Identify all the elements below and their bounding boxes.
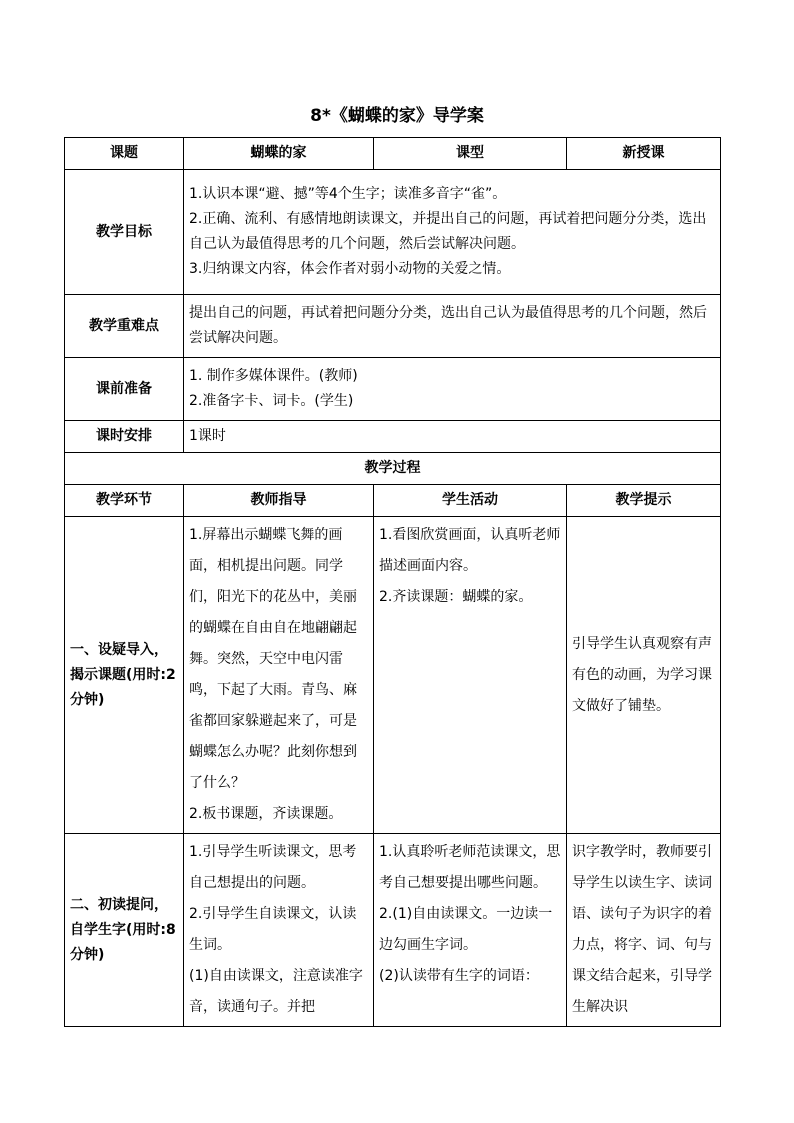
process-header-tip: 教学提示 xyxy=(567,485,721,517)
goal-item: 2.正确、流利、有感情地朗读课文，并提出自己的问题，再试着把问题分分类，选出自己认为最值得思考的几个问题，然后尝试解决问题。 xyxy=(189,211,707,252)
student-item: 1.看图欣赏画面，认真听老师描述画面内容。 xyxy=(379,527,561,574)
schedule-content: 1课时 xyxy=(184,421,721,453)
header-type-label: 课型 xyxy=(374,138,567,170)
lesson-plan-table xyxy=(64,137,721,1027)
page-title: 8*《蝴蝶的家》导学案 xyxy=(310,106,484,126)
teacher-item: (1)自由读课文，注意读准字音，读通句子。并把 xyxy=(189,968,363,1015)
header-row xyxy=(65,138,721,170)
teacher-item: 2.板书课题，齐读课题。 xyxy=(189,806,343,822)
key-points-content: 提出自己的问题，再试着把问题分分类，选出自己认为最值得思考的几个问题，然后尝试解决问题。 xyxy=(184,295,721,358)
goals-row xyxy=(65,170,721,295)
schedule-label: 课时安排 xyxy=(65,421,184,453)
preparation-content xyxy=(184,358,721,421)
header-type-value: 新授课 xyxy=(567,138,721,170)
header-topic-value: 蝴蝶的家 xyxy=(184,138,374,170)
key-points-label: 教学重难点 xyxy=(65,295,184,358)
schedule-row xyxy=(65,421,721,453)
teacher-item: 1.屏幕出示蝴蝶飞舞的画面，相机提出问题。同学们，阳光下的花丛中，美丽的蝴蝶在自由自在地翩翩起舞。突然，天空中电闪雷鸣，下起了大雨。青鸟、麻雀都回家躲避起来了，可是蝴蝶怎么办呢？此刻你想到了什么？ xyxy=(189,527,357,791)
student-item: 2.齐读课题：蝴蝶的家。 xyxy=(379,589,533,605)
process-step-row xyxy=(65,834,721,1027)
process-title: 教学过程 xyxy=(65,453,721,485)
preparation-item: 2.准备字卡、词卡。(学生) xyxy=(189,393,354,409)
step-teacher xyxy=(184,834,374,1027)
step-teacher xyxy=(184,517,374,834)
process-header-stage: 教学环节 xyxy=(65,485,184,517)
goals-label: 教学目标 xyxy=(65,170,184,295)
goal-item: 3.归纳课文内容，体会作者对弱小动物的关爱之情。 xyxy=(189,261,511,277)
step-name: 一、设疑导入，揭示课题(用时:2分钟) xyxy=(65,517,184,834)
process-step-row xyxy=(65,517,721,834)
student-item: 2.(1)自由读课文。一边读一边勾画生字词。 xyxy=(379,906,553,953)
process-title-row xyxy=(65,453,721,485)
process-header-teacher: 教师指导 xyxy=(184,485,374,517)
preparation-item: 1. 制作多媒体课件。(教师) xyxy=(189,368,358,384)
process-header-student: 学生活动 xyxy=(374,485,567,517)
step-student xyxy=(374,834,567,1027)
key-points-row xyxy=(65,295,721,358)
teacher-item: 2.引导学生自读课文，认读生词。 xyxy=(189,906,357,953)
step-name: 二、初读提问，自学生字(用时:8分钟) xyxy=(65,834,184,1027)
preparation-row xyxy=(65,358,721,421)
student-item: 1.认真聆听老师范读课文，思考自己想要提出哪些问题。 xyxy=(379,844,561,891)
teacher-item: 1.引导学生听读课文，思考自己想提出的问题。 xyxy=(189,844,357,891)
goals-content xyxy=(184,170,721,295)
step-tip: 识字教学时，教师要引导学生以读生字、读词语、读句子为识字的着力点，将字、词、句与课文结合起来，引导学生解决识 xyxy=(567,834,721,1027)
process-header-row xyxy=(65,485,721,517)
goal-item: 1.认识本课“避、撼”等4个生字；读准多音字“雀”。 xyxy=(189,186,507,202)
step-student xyxy=(374,517,567,834)
step-tip: 引导学生认真观察有声有色的动画，为学习课文做好了铺垫。 xyxy=(567,517,721,834)
header-topic-label: 课题 xyxy=(65,138,184,170)
preparation-label: 课前准备 xyxy=(65,358,184,421)
student-item: (2)认读带有生字的词语： xyxy=(379,968,539,984)
